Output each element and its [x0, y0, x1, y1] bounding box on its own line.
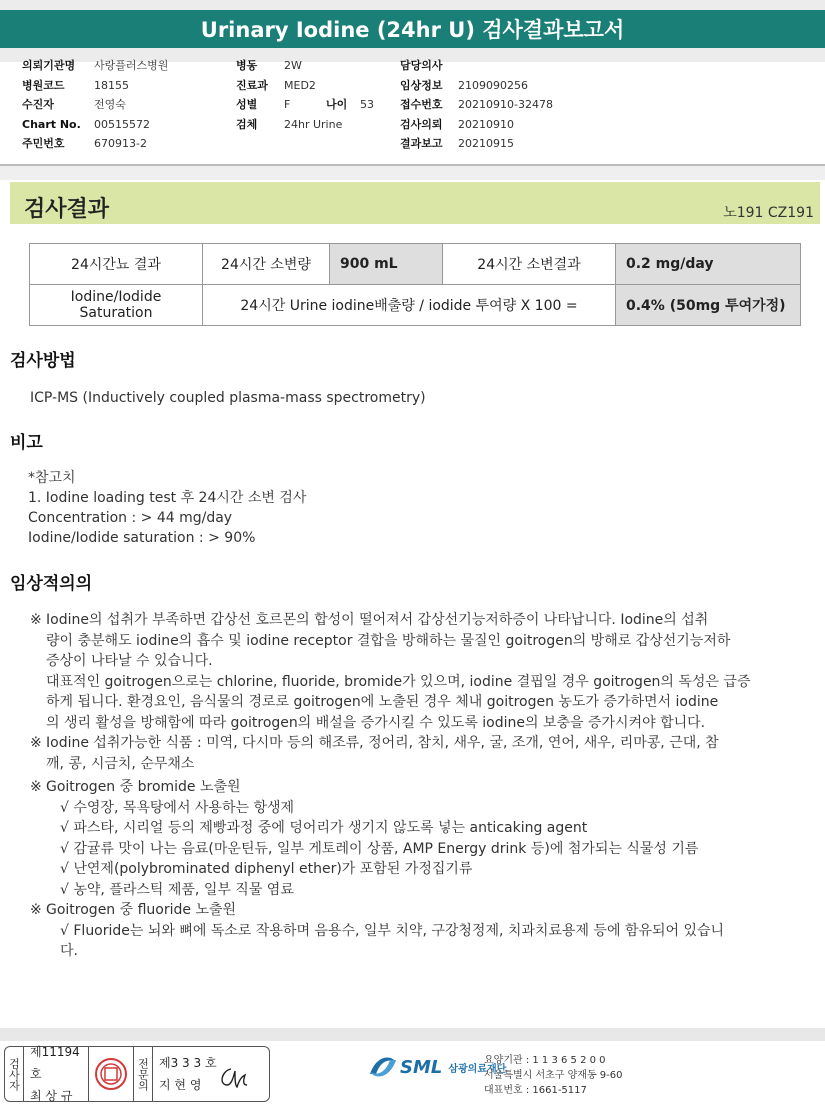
reference-mark-icon: ※: [30, 902, 42, 918]
clinical-line: 하게 됩니다. 환경요인, 음식물의 경로로 goitrogen에 노출된 경우 체내 goitrogen 농도가 증가하면서 iodine: [46, 694, 719, 710]
reference-mark-icon: ※: [30, 735, 42, 751]
result-table: [29, 243, 801, 326]
table-cell: 24시간 소변량: [203, 244, 330, 285]
signature-icon: [217, 1065, 253, 1091]
table-cell: 24시간뇨 결과: [30, 244, 203, 285]
clinical-list-item: √ 파스타, 시리얼 등의 제빵과정 중에 덩어리가 생기지 않도록 넣는 anticaking agent: [60, 820, 588, 836]
remarks-line: Concentration : > 44 mg/day: [28, 510, 233, 526]
info-label: 주민번호: [22, 137, 65, 150]
patient-info-column-2: [236, 56, 374, 134]
result-code: 노191 CZ191: [723, 205, 814, 221]
info-label: 접수번호: [400, 98, 443, 111]
clinical-paragraph: [30, 610, 790, 733]
clinical-content: [30, 610, 790, 962]
specialist-license: 제3 3 3 호: [159, 1056, 217, 1070]
clinical-heading: 임상적의의: [10, 574, 93, 594]
info-value: 2W: [284, 59, 302, 72]
logo-text: SML: [400, 1056, 443, 1078]
organization-name: 삼광의료재단: [448, 1063, 507, 1075]
specialist-name: 지 현 영: [159, 1078, 202, 1092]
report-title: Urinary Iodine (24hr U) 검사결과보고서: [0, 10, 825, 48]
clinical-list-item: √ 농약, 플라스틱 제품, 일부 직물 염료: [60, 881, 294, 898]
address-line: 서울특별시 서초구 양재동 9-60: [484, 1070, 623, 1081]
info-value: 2109090256: [458, 78, 528, 92]
clinical-subheading: Goitrogen 중 bromide 노출원: [46, 779, 241, 795]
table-cell-value: 900 mL: [330, 244, 443, 285]
remarks-line: Iodine/Iodide saturation : > 90%: [28, 530, 256, 546]
info-label: 검사의뢰: [400, 117, 443, 131]
info-label: 진료과: [236, 78, 268, 92]
info-value: 18155: [94, 78, 129, 92]
info-label: 결과보고: [400, 137, 443, 150]
info-value: 전영숙: [94, 98, 126, 111]
examiner-label-text: 검사자: [7, 1057, 21, 1091]
age-value: 53: [360, 98, 374, 111]
info-label: 병동: [236, 59, 258, 72]
info-value: 24hr Urine: [284, 117, 343, 131]
table-cell: Iodine/Iodide Saturation: [30, 285, 203, 326]
info-value: 20210910: [458, 117, 514, 131]
info-label: 임상정보: [400, 78, 443, 92]
result-heading: 검사결과: [24, 197, 110, 222]
clinical-line: 깨, 콩, 시금치, 순무채소: [46, 755, 195, 772]
reference-mark-icon: ※: [30, 612, 42, 628]
specialist-info: [153, 1047, 269, 1101]
specialist-label: [134, 1047, 153, 1101]
examiner-info: [24, 1047, 89, 1101]
info-label: Chart No.: [22, 117, 81, 131]
info-label: 성별: [236, 98, 258, 111]
clinical-list-item: √ Fluoride는 뇌와 뼈에 독소로 작용하며 음용수, 일부 치약, 구강청정제, 치과치료용제 등에 함유되어 있습니: [60, 922, 725, 939]
clinical-list-item: 다.: [60, 943, 78, 959]
info-label: 담당의사: [400, 59, 443, 72]
clinical-paragraph: [30, 900, 790, 962]
clinical-line: Iodine 섭취가능한 식품 : 미역, 다시마 등의 해조류, 정어리, 참치, 새우, 굴, 조개, 연어, 새우, 리마콩, 근대, 참: [46, 735, 719, 751]
table-cell: 24시간 Urine iodine배출량 / iodide 투여량 X 100 =: [203, 285, 616, 326]
table-row: [30, 285, 801, 326]
clinical-paragraph: [30, 777, 790, 900]
patient-info-column-1: [22, 56, 168, 154]
info-value: 사랑플러스병원: [94, 59, 169, 72]
clinical-list-item: √ 난연제(polybrominated diphenyl ether)가 포함된 가정집기류: [60, 861, 473, 877]
info-value: 00515572: [94, 117, 150, 131]
patient-info-column-3: [400, 56, 553, 154]
examiner-label: [5, 1047, 24, 1101]
reference-mark-icon: ※: [30, 779, 42, 795]
signature-box: [4, 1046, 270, 1102]
remarks-line: *참고치: [28, 470, 76, 486]
table-cell-value: 0.2 mg/day: [616, 244, 801, 285]
organization-address: [484, 1053, 623, 1098]
footer-divider: [0, 1028, 825, 1041]
table-cell-value: 0.4% (50mg 투여가정): [616, 285, 801, 326]
result-section-bar: [10, 182, 820, 224]
clinical-paragraph: [30, 733, 790, 774]
clinical-line: 증상이 나타날 수 있습니다.: [46, 653, 213, 669]
clinical-list-item: √ 수영장, 목욕탕에서 사용하는 항생제: [60, 799, 295, 816]
clinical-line: Iodine의 섭취가 부족하면 갑상선 호르몬의 합성이 떨어져서 갑상선기능저하증이 나타납니다. Iodine의 섭취: [46, 612, 709, 628]
info-value: 20210910-32478: [458, 98, 553, 111]
method-heading: 검사방법: [10, 351, 76, 371]
examiner-name: 최 상 규: [30, 1089, 73, 1103]
info-value: 20210915: [458, 137, 514, 150]
method-text: ICP-MS (Inductively coupled plasma-mass spectrometry): [30, 390, 426, 406]
info-label: 병원코드: [22, 78, 65, 92]
table-row: [30, 244, 801, 285]
specialist-label-text: 전문의: [136, 1057, 150, 1091]
clinical-subheading: Goitrogen 중 fluoride 노출원: [46, 902, 237, 918]
examiner-seal-icon: [89, 1047, 134, 1101]
age-label: 나이: [326, 98, 348, 111]
clinical-line: 대표적인 goitrogen으로는 chlorine, fluoride, bromide가 있으며, iodine 결핍일 경우 goitrogen의 독성은 급증: [46, 673, 751, 690]
table-cell: 24시간 소변결과: [443, 244, 616, 285]
phone-number: 대표번호 : 1661-5117: [484, 1085, 587, 1096]
clinical-line: 의 생리 활성을 방해함에 따라 goitrogen의 배설을 증가시킬 수 있도록 iodine의 보충을 증가시켜야 합니다.: [46, 714, 706, 731]
clinical-list-item: √ 감귤류 맛이 나는 음료(마운틴듀, 일부 게토레이 상품, AMP Energy drink 등)에 첨가되는 식물성 기름: [60, 840, 699, 857]
sml-logo-icon: [366, 1052, 400, 1082]
remarks-list: [28, 468, 306, 548]
info-value: F: [284, 98, 291, 111]
info-value: MED2: [284, 78, 316, 92]
info-label: 검체: [236, 117, 258, 131]
remarks-line: 1. Iodine loading test 후 24시간 소변 검사: [28, 490, 307, 506]
examiner-license: 제11194호: [30, 1045, 80, 1081]
info-label: 의뢰기관명: [22, 59, 76, 72]
institution-code: 요양기관 : 1 1 3 6 5 2 0 0: [484, 1055, 606, 1066]
info-label: 수진자: [22, 98, 54, 111]
info-value: 670913-2: [94, 137, 147, 150]
section-spacer: [0, 166, 825, 180]
clinical-line: 량이 충분해도 iodine의 흡수 및 iodine receptor 결합을 방해하는 물질인 goitrogen의 방해로 갑상선기능저하: [46, 632, 731, 649]
remarks-heading: 비고: [10, 433, 43, 453]
